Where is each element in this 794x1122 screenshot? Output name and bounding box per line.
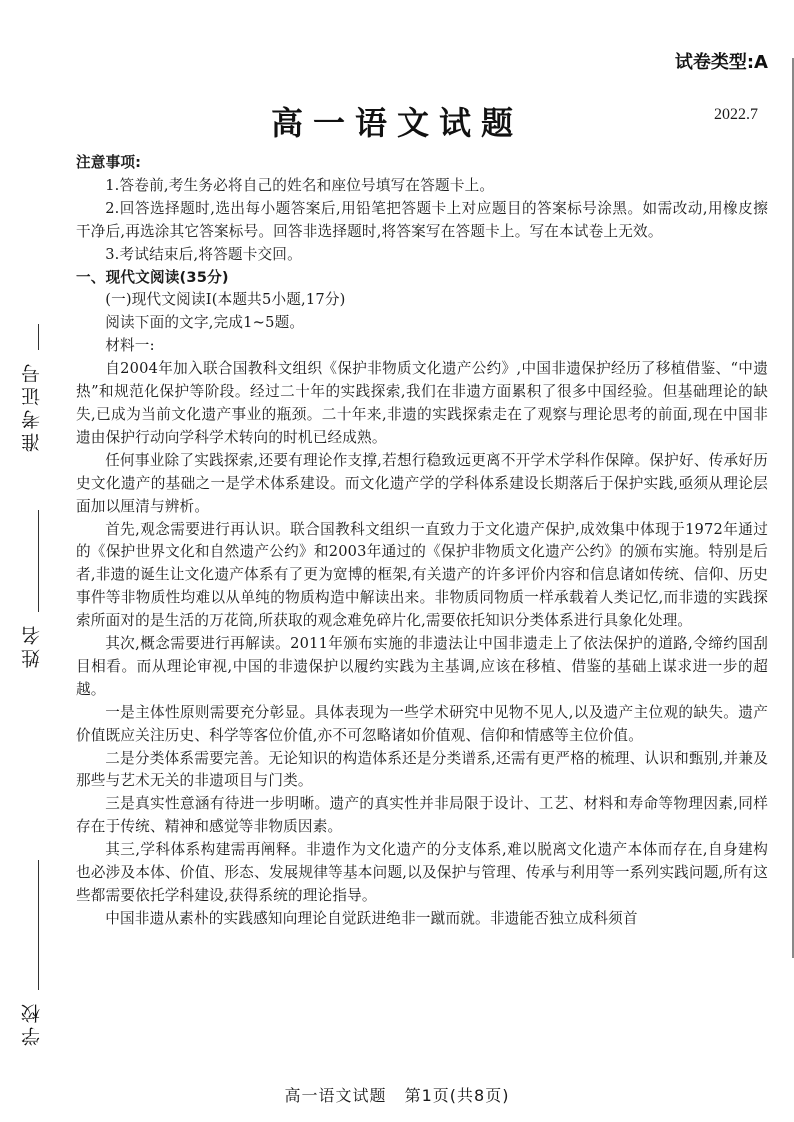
notice-item: 1.答卷前,考生务必将自己的姓名和座位号填写在答题卡上。 (105, 176, 495, 194)
school-label: 学校 (21, 1000, 43, 1046)
exam-date: 2022.7 (714, 106, 758, 123)
name-label: 姓名 (21, 622, 43, 668)
paper-type: 试卷类型:A (674, 52, 768, 73)
material-label: 材料一: (105, 337, 155, 355)
paragraph: 二是分类体系需要完善。无论知识的构造体系还是分类谱系,还需有更严格的梳理、认识和甄别,并兼及那些与艺术无关的非遗项目与门类。 (76, 749, 768, 790)
exam-id-line (38, 324, 39, 350)
notice-heading: 注意事项: (76, 154, 142, 171)
instruction-text: 阅读下面的文字,完成1~5题。 (105, 314, 305, 332)
school-field (8, 810, 58, 1050)
paragraph: 首先,观念需要进行再认识。联合国教科文组织一直致力于文化遗产保护,成效集中体现于1972年通过的《保护世界文化和自然遗产公约》和2003年通过的《保护非物质文化遗产公约》的颁布实施。特别是后者,非遗的诞生让文化遗产体系有了更为宽博的框架,有关遗产的许多评价内容和信息诸如传统、信仰、历史事件等非物质性均难以从单纯的物质构造中解读出来。非物质同物质一样承载着人类记忆,而非遗的实践探索所面对的是生活的万花筒,所获取的观念难免碎片化,需要依托知识分类体系进行具象化处理。 (76, 520, 768, 630)
section-heading: 一、现代文阅读(35分) (76, 268, 229, 286)
paragraph: 其三,学科体系构建需再阐释。非遗作为文化遗产的分支体系,难以脱离文化遗产本体而存在,自身建构也必涉及本体、价值、形态、发展规律等基本问题,以及保护与管理、传承与利用等一系列实践问题,所有这些都需要依托学科建设,获得系统的理论指导。 (76, 841, 768, 904)
name-line (38, 510, 39, 612)
notice-item: 3.考试结束后,将答题卡交回。 (105, 245, 302, 263)
paragraph: 三是真实性意涵有待进一步明晰。遗产的真实性并非局限于设计、工艺、材料和寿命等物理因素,同样存在于传统、精神和感觉等非物质因素。 (76, 795, 768, 836)
notice-item: 2.回答选择题时,选出每小题答案后,用铅笔把答题卡上对应题目的答案标号涂黑。如需改动,用橡皮擦干净后,再选涂其它答案标号。回答非选择题时,将答案写在答题卡上。写在本试卷上无效。 (76, 199, 768, 240)
exam-content (76, 152, 768, 931)
sub-section-heading: (一)现代文阅读Ⅰ(本题共5小题,17分) (105, 291, 346, 309)
school-line (38, 860, 39, 990)
footer-page-number: 第1页(共8页) (404, 1086, 510, 1105)
paragraph: 任何事业除了实践探索,还要有理论作支撑,若想行稳致远更离不开学术学科作保障。保护好、传承好历史文化遗产的基础之一是学术体系建设。而文化遗产学的学科体系建设长期落后于保护实践,亟须从理论层面加以厘清与辨析。 (76, 451, 768, 515)
page-title: 高一语文试题 (270, 104, 523, 142)
exam-id-field (8, 330, 58, 510)
footer-subject: 高一语文试题 (284, 1086, 387, 1105)
paragraph: 自2004年加入联合国教科文组织《保护非物质文化遗产公约》,中国非遗保护经历了移植借鉴、“中遗热”和规范化保护等阶段。经过二十年的实践探索,我们在非遗方面累积了很多中国经验。但基础理论的缺失,已成为当前文化遗产事业的瓶颈。二十年来,非遗的实践探索走在了观察与理论思考的前面,现在中国非遗由保护行动向学科学术转向的时机已经成熟。 (76, 360, 768, 446)
exam-id-label: 准考证号 (21, 360, 43, 452)
paragraph: 中国非遗从素朴的实践感知向理论自觉跃进绝非一蹴而就。非遗能否独立成科须首 (105, 909, 638, 927)
binding-margin (8, 330, 58, 1050)
paragraph: 一是主体性原则需要充分彰显。具体表现为一些学术研究中见物不见人,以及遗产主位观的缺失。遗产价值既应关注历史、科学等客位价值,亦不可忽略诸如价值观、信仰和情感等主位价值。 (76, 703, 768, 744)
name-field (8, 510, 58, 810)
paragraph: 其次,概念需要进行再解读。2011年颁布实施的非遗法让中国非遗走上了依法保护的道路,令缔约国刮目相看。而从理论审视,中国的非遗保护以履约实践为主基调,应该在移植、借鉴的基础上谋求进一步的超越。 (76, 635, 768, 698)
page-footer (0, 1083, 794, 1106)
